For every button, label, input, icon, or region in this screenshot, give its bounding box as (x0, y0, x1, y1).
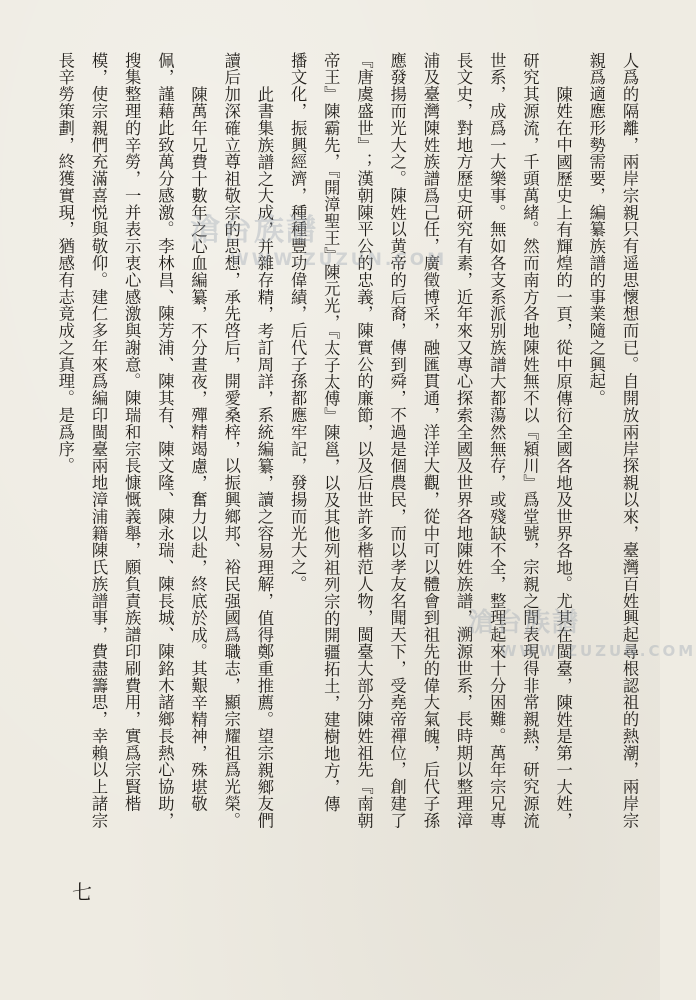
text-column-18: 長辛勞策劃，終獲實現，猶感有志竟成之真理。是爲序。 (55, 52, 75, 475)
text-column-12: 此書集族譜之大成，并雜存精，考訂周詳，系統編纂，讀之容易理解，值得鄭重推薦。望宗親鄉友們 (254, 86, 274, 830)
text-column-7: 浦及臺灣陳姓族譜爲己任，廣徵博采，融匯貫通，洋洋大觀，從中可以體會到祖先的偉大氣魄，后代子孫 (420, 52, 440, 829)
text-column-6: 長文史，對地方歷史研究有素，近年來又專心探索全國及世界各地陳姓族譜，溯源世系，長時期以整理漳 (454, 52, 474, 829)
page-number: 七 (72, 880, 92, 904)
text-column-4: 研究其源流，千頭萬緒。然而南方各地陳姓無不以『潁川』爲堂號，宗親之間表現得非常親熱，研究源流 (520, 52, 540, 829)
text-column-16: 搜集整理的辛勞，一并表示衷心感激與謝意。陳瑞和宗長慷慨義舉，願負責族譜印刷費用，實爲宗賢楷 (122, 52, 142, 813)
watermark-title-upper: 滄台族譜 (190, 213, 318, 248)
watermark-url-lower: WWW.ZUZUN.COM (500, 642, 696, 660)
text-column-3: 陳姓在中國歷史上有輝煌的一頁，從中原傳衍全國各地及世界各地。尤其在閩臺，陳姓是第一大姓， (553, 86, 573, 830)
text-column-17: 模，使宗親們充滿喜悦與敬仰。建仁多年來爲編印閩臺兩地漳浦籍陳氏族譜事，費盡籌思，幸賴以上諸宗 (89, 52, 108, 829)
text-column-2: 親爲適應形勢需要，編纂族譜的事業隨之興起。 (586, 52, 606, 407)
text-column-10: 帝王』陳霸先，『開漳聖王』陳元光，『太子太傅』陳邕，以及其他列祖列宗的開疆拓土，建樹地方，傳 (321, 52, 341, 813)
watermark-url-upper: WWW.ZUZUN.COM (230, 250, 448, 270)
text-column-8: 應發揚而光大之。陳姓以黄帝的后裔，傳到舜，不過是個農民，而以孝友名聞天下，受堯帝禪位，創建了 (387, 52, 407, 829)
text-column-1: 人爲的隔離，兩岸宗親只有遥思懷想而已。自開放兩岸探親以來，臺灣百姓興起尋根認祖的熱潮，兩岸宗 (620, 52, 639, 829)
watermark-title-lower: 滄台族譜 (468, 608, 581, 638)
text-column-13: 讀后加深確立尊祖敬宗的思想，承先啓后，開愛桑梓，以振興鄉邦、裕民强國爲職志，顯宗耀祖爲光榮。 (221, 52, 241, 829)
text-column-9: 『唐虞盛世』；漢朝陳平公的忠義，陳實公的廉節，以及后世許多楷范人物，閩臺大部分陳姓祖先『南朝 (354, 52, 374, 829)
text-column-15: 佩，謹藉此致萬分感激。李林昌、陳芳浦、陳其有、陳文隆、陳永瑞、陳長城、陳銘木諸鄉長熱心協助， (155, 52, 175, 829)
text-column-14: 陳萬年兄費十數年之心血編纂，不分晝夜，殫精竭慮，奮力以赴，終底於成。其艱辛精神，殊堪敬 (188, 86, 208, 813)
text-column-5: 世系，成爲一大樂事。無如各支系派别族譜大都蕩然無存，或殘缺不全，整理起來十分困難。萬年宗兄專 (487, 52, 507, 829)
text-column-11: 播文化，振興經濟，種種豐功偉績，后代子孫都應牢記，發揚而光大之。 (288, 52, 308, 593)
